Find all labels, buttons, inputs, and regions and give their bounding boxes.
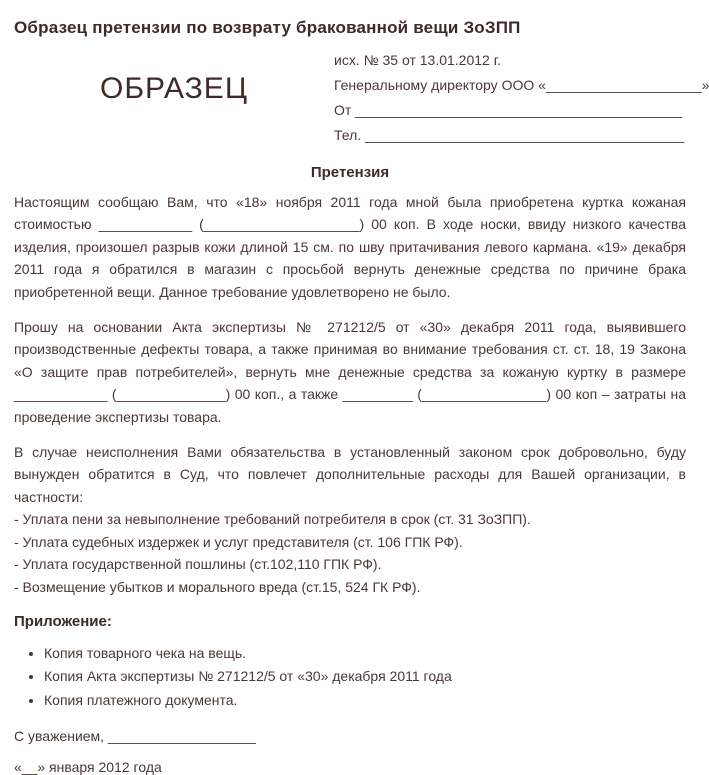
sample-watermark: ОБРАЗЕЦ bbox=[99, 72, 249, 105]
court-warning-block bbox=[14, 441, 686, 598]
attachment-item-expertise-act: • Копия Акта экспертизы № 271212/5 от «30» декабря 2011 года bbox=[44, 665, 686, 689]
addressee-line: Генеральному директору ООО «____________________» bbox=[334, 77, 709, 93]
from-line: От __________________________________________ bbox=[334, 102, 683, 118]
paragraph-purchase-details: Настоящим сообщаю Вам, что «18» ноября 2011 года мной была приобретена куртка кожаная стоимостью ____________ (____________________) 00 коп. В ходе носки, ввиду низкого качества изделия, произошел разрыв кожи длиной 15 см. по шву притачивания левого кармана. «19» декабря 2011 года я обратился в магазин с просьбой вернуть денежные средства по причине брака приобретенной вещи. Данное требование удовлетворено не было. bbox=[14, 194, 686, 300]
consequence-item-state-duty: - Уплата государственной пошлины (ст.102,110 ГПК РФ). bbox=[14, 556, 382, 573]
consequence-item-damages: - Возмещение убытков и морального вреда (ст.15, 524 ГК РФ). bbox=[14, 578, 421, 595]
addressee-block bbox=[334, 48, 709, 148]
paragraph-refund-demand: Прошу на основании Акта экспертизы № 271212/5 от «30» декабря 2011 года, выявившего производственные дефекты товара, а также принимая во внимание требования ст. ст. 18, 19 Закона «О защите прав потребителей», вернуть мне денежные средства за кожаную куртку в размере ____________ (______________) 00 коп., а также _________ (________________) 00 коп – затраты на проведение экспертизы товара. bbox=[14, 319, 686, 425]
page-title: Образец претензии по возврату бракованной вещи ЗоЗПП bbox=[14, 18, 521, 37]
phone-line: Тел. _________________________________________ bbox=[334, 127, 685, 143]
attachment-item-receipt: • Копия товарного чека на вещь. bbox=[44, 642, 686, 666]
date-line: «__» января 2012 года bbox=[14, 759, 162, 775]
document-heading: Претензия bbox=[310, 164, 390, 181]
consequence-item-court-costs: - Уплата судебных издержек и услуг представителя (ст. 106 ГПК РФ). bbox=[14, 533, 463, 550]
outgoing-number-line: исх. № 35 от 13.01.2012 г. bbox=[334, 52, 501, 68]
signature-line: С уважением, ___________________ bbox=[14, 728, 256, 745]
attachments-heading: Приложение: bbox=[14, 612, 112, 630]
document-header bbox=[14, 48, 709, 148]
consequence-item-penalty: - Уплата пени за невыполнение требований потребителя в срок (ст. 31 ЗоЗПП). bbox=[14, 511, 531, 528]
attachment-item-payment-document: • Копия платежного документа. bbox=[44, 689, 686, 713]
paragraph-court-warning: В случае неисполнения Вами обязательства в установленный законом срок добровольно, буду вынужден обратится в Суд, что повлечет дополнительные расходы для Вашей организации, в частности: bbox=[14, 444, 686, 505]
attachments-list bbox=[14, 642, 686, 713]
